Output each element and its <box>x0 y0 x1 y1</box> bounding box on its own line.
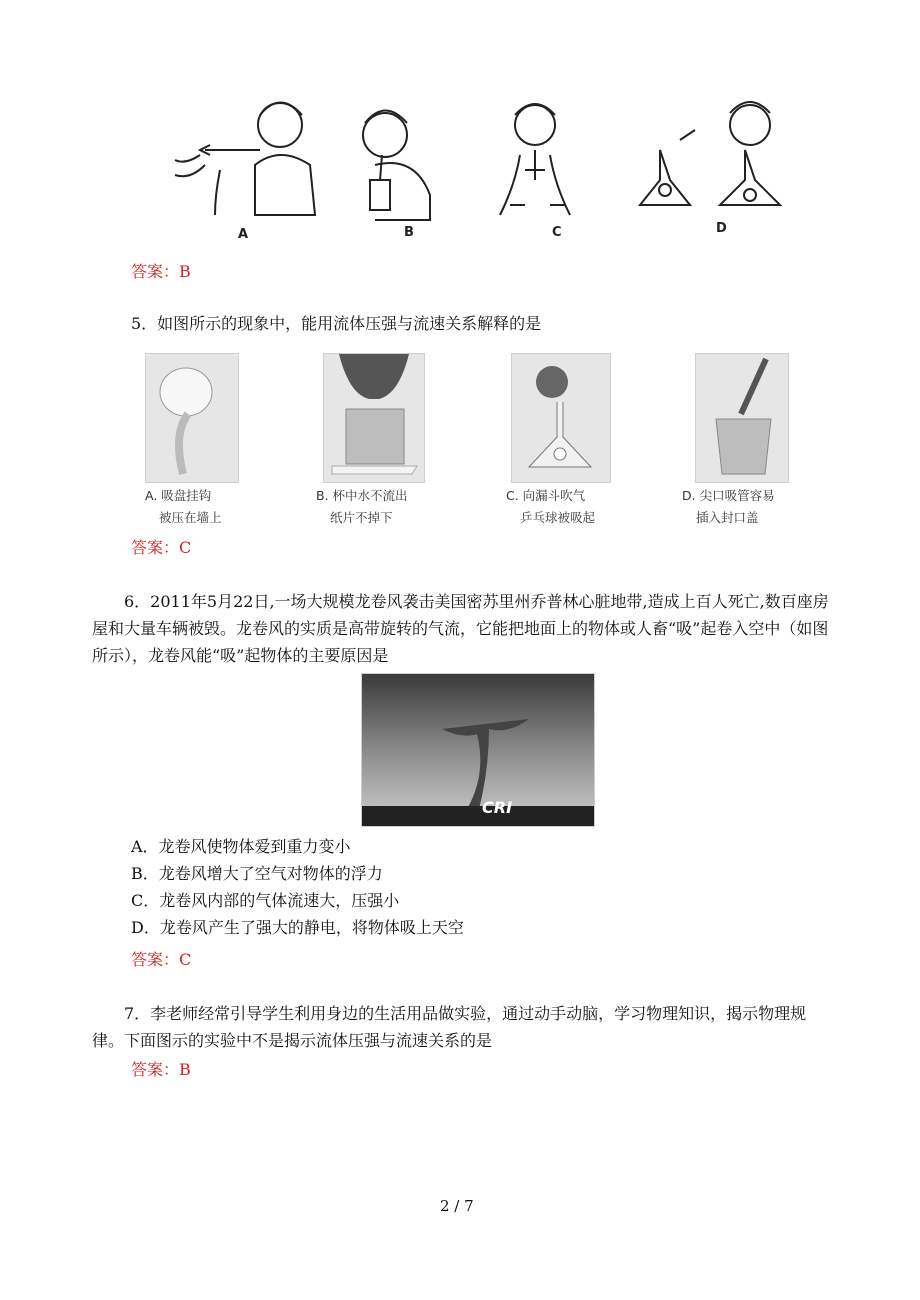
straw-lid-drawing <box>696 354 788 482</box>
suction-cup-drawing <box>146 354 238 482</box>
tornado-drawing <box>362 674 594 826</box>
q5-text: 5．如图所示的现象中，能用流体压强与流速关系解释的是 <box>131 314 542 333</box>
caption-d-line1: D. 尖口吸管容易 <box>682 488 775 503</box>
photo-funnel-ball <box>511 353 611 483</box>
caption-b-line2: 纸片不掉下 <box>330 510 393 525</box>
figure-q4-label-a: A <box>238 227 249 242</box>
figure-q4 <box>160 95 820 245</box>
q6-options <box>131 833 831 941</box>
figure-q4-label-c: C <box>552 225 562 240</box>
figure-q4-label-d: D <box>716 221 727 236</box>
photo-suction-cup <box>145 353 239 483</box>
q6-text: 6．2011年5月22日,一场大规模龙卷风袭击美国密苏里州乔普林心脏地带,造成上百人死亡,数百座房屋和大量车辆被毁。龙卷风的实质是高带旋转的气流，它能把地面上的物体或人畜“吸”起卷入空中（如图所示），龙卷风能“吸”起物体的主要原因是 <box>92 592 829 665</box>
caption-b <box>316 485 408 529</box>
q5-answer: 答案：C <box>131 538 192 557</box>
caption-b-line1: B. 杯中水不流出 <box>316 488 408 503</box>
caption-d-line2: 插入封口盖 <box>696 510 759 525</box>
q6-option-d: D．龙卷风产生了强大的静电，将物体吸上天空 <box>131 918 464 937</box>
page-number: 2 / 7 <box>440 1197 474 1215</box>
q4-answer: 答案：B <box>131 262 191 281</box>
q7-answer: 答案：B <box>131 1060 191 1079</box>
cri-logo: CRI <box>482 798 513 817</box>
q6-option-a: A．龙卷风使物体爱到重力变小 <box>131 837 351 856</box>
caption-c <box>506 485 595 529</box>
photo-cup-paper <box>323 353 425 483</box>
photo-tornado <box>361 673 595 827</box>
photo-straw-lid <box>695 353 789 483</box>
caption-c-line2: 乒乓球被吸起 <box>520 510 596 525</box>
q6-option-c: C．龙卷风内部的气体流速大，压强小 <box>131 891 400 910</box>
caption-a-line1: A. 吸盘挂钩 <box>145 488 212 503</box>
caption-a-line2: 被压在墙上 <box>159 510 222 525</box>
caption-c-line1: C. 向漏斗吹气 <box>506 488 586 503</box>
figure-q4-label-b: B <box>404 225 414 240</box>
q7-text: 7．李老师经常引导学生利用身边的生活用品做实验，通过动手动脑，学习物理知识，揭示物理规律。下面图示的实验中不是揭示流体压强与流速关系的是 <box>92 1004 807 1050</box>
caption-d <box>682 485 775 529</box>
q6-option-b: B．龙卷风增大了空气对物体的浮力 <box>131 864 383 883</box>
figure-q5 <box>140 345 820 530</box>
cup-paper-drawing <box>324 354 424 482</box>
q6-answer: 答案：C <box>131 950 192 969</box>
caption-a <box>145 485 222 529</box>
funnel-ball-drawing <box>512 354 610 482</box>
